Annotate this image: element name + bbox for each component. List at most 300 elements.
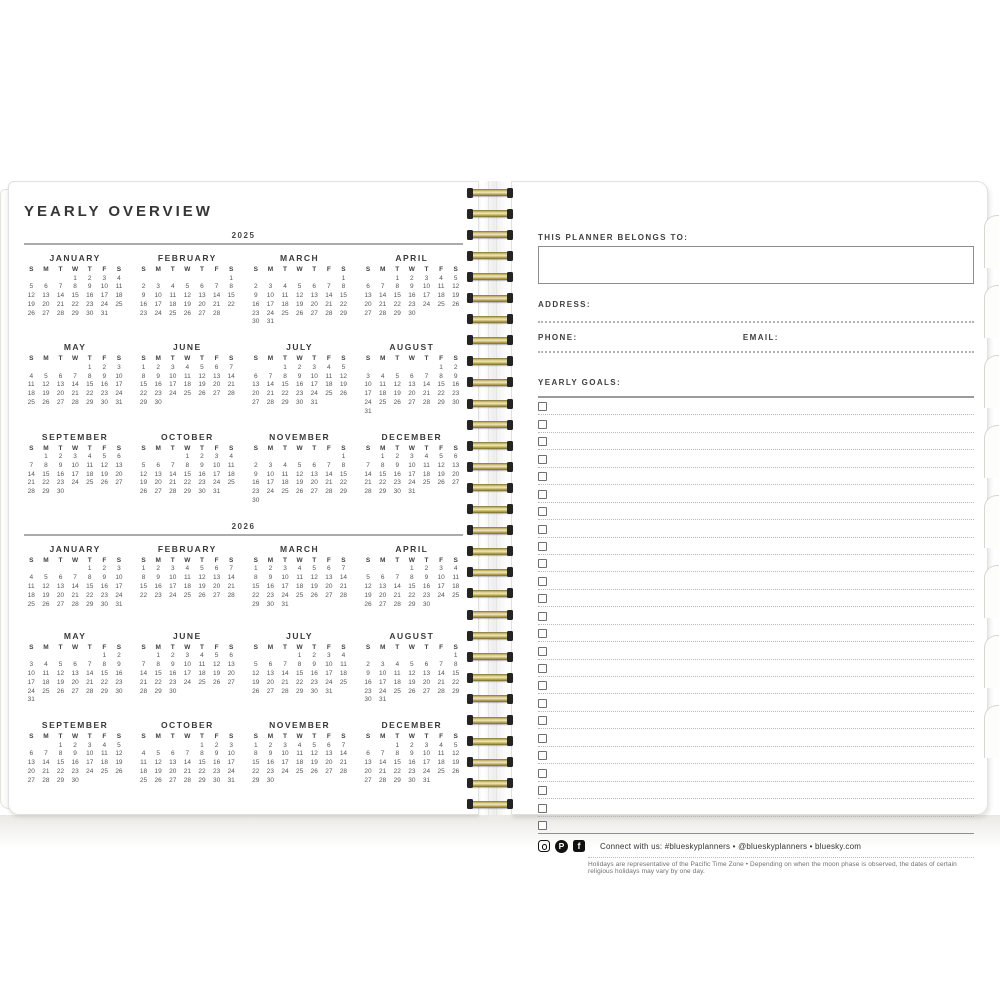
day-cell: 4 (185, 363, 190, 371)
day-cell: 1 (395, 741, 400, 749)
mini-month-2026-june (136, 631, 238, 705)
day-cell: 21 (364, 479, 372, 487)
spiral-coil (467, 231, 513, 238)
weekday-header: S (29, 355, 34, 363)
day-cell: 12 (183, 292, 191, 300)
empty-day-cell (361, 565, 376, 574)
day-cell: 17 (115, 381, 123, 389)
day-cell: 16 (56, 470, 65, 478)
day-cell: 27 (364, 309, 372, 317)
day-cell: 19 (452, 292, 460, 300)
weekday-header: M (379, 444, 386, 452)
day-cell: 30 (100, 398, 108, 406)
day-cell: 8 (341, 283, 346, 291)
day-cell: 25 (339, 678, 348, 686)
mini-month-2026-december (361, 720, 463, 792)
day-cell: 15 (339, 292, 348, 300)
weekday-header: S (116, 444, 122, 452)
day-cell: 9 (156, 372, 160, 380)
day-cell: 30 (115, 687, 123, 695)
day-cell: 21 (27, 479, 35, 487)
day-cell: 4 (29, 574, 34, 582)
weekday-header: T (58, 266, 63, 273)
spiral-coil (467, 569, 513, 576)
day-cell: 16 (115, 669, 123, 677)
day-cell: 30 (310, 687, 318, 695)
month-title: FEBRUARY (157, 543, 217, 554)
day-cell: 11 (183, 574, 191, 582)
day-cell: 25 (281, 488, 289, 496)
day-cell: 4 (297, 741, 302, 749)
day-cell: 2 (410, 741, 414, 749)
day-cell: 3 (366, 372, 370, 380)
spiral-coil (467, 632, 513, 639)
month-day-grid (136, 732, 238, 785)
weekday-header: T (395, 444, 400, 452)
day-cell: 29 (339, 488, 348, 496)
day-cell: 6 (156, 461, 160, 469)
day-cell: 19 (296, 479, 304, 487)
day-cell: 5 (341, 363, 346, 371)
day-cell: 13 (266, 669, 275, 677)
day-cell: 23 (252, 488, 260, 496)
day-cell: 22 (86, 390, 94, 398)
day-cell: 27 (198, 309, 206, 317)
day-cell: 24 (100, 300, 108, 308)
weekday-header: M (267, 444, 274, 452)
day-cell: 5 (297, 461, 302, 469)
goal-row (538, 799, 974, 816)
weekday-header: T (283, 733, 287, 741)
day-cell: 4 (200, 652, 204, 660)
weekday-header: S (253, 355, 258, 363)
day-cell: 26 (183, 309, 191, 317)
day-cell: 24 (422, 300, 431, 308)
empty-day-cell (375, 364, 390, 373)
weekday-header: F (214, 355, 219, 363)
day-cell: 9 (58, 461, 63, 469)
day-cell: 13 (71, 669, 79, 677)
day-cell: 24 (437, 591, 445, 599)
goal-checkbox (538, 525, 547, 534)
day-cell: 29 (393, 309, 401, 317)
weekday-header: S (341, 643, 346, 651)
day-cell: 14 (71, 381, 79, 389)
day-cell: 27 (266, 687, 275, 695)
day-cell: 16 (198, 470, 206, 478)
day-cell: 20 (115, 470, 123, 478)
day-cell: 15 (86, 381, 94, 389)
weekday-header: T (312, 733, 317, 741)
day-cell: 1 (58, 741, 63, 749)
day-cell: 24 (310, 390, 318, 398)
day-cell: 10 (281, 750, 289, 758)
day-cell: 4 (341, 652, 346, 660)
month-day-grid (249, 556, 351, 609)
month-title: JULY (286, 342, 314, 353)
day-cell: 5 (58, 661, 63, 669)
day-cell: 3 (73, 453, 77, 461)
day-cell: 7 (58, 283, 63, 291)
day-cell: 22 (379, 479, 387, 487)
month-title: NOVEMBER (269, 720, 331, 731)
day-cell: 6 (312, 283, 317, 291)
page-title: YEARLY OVERVIEW (24, 203, 213, 220)
day-cell: 18 (86, 470, 94, 478)
day-cell: 21 (71, 390, 79, 398)
day-cell: 28 (325, 488, 333, 496)
day-cell: 23 (393, 479, 401, 487)
day-cell: 17 (115, 582, 123, 590)
day-cell: 7 (283, 661, 287, 669)
weekday-header: F (102, 733, 107, 741)
weekday-header: T (58, 355, 63, 363)
weekday-header: M (43, 643, 49, 651)
day-cell: 12 (139, 470, 148, 478)
day-cell: 25 (437, 768, 445, 776)
weekday-header: S (365, 444, 371, 452)
day-cell: 6 (73, 661, 77, 669)
day-cell: 23 (115, 678, 123, 686)
weekday-header: T (170, 266, 175, 273)
day-cell: 10 (169, 574, 177, 582)
weekday-header: S (229, 266, 234, 273)
day-cell: 31 (115, 398, 123, 406)
day-cell: 27 (310, 309, 318, 317)
day-cell: 3 (410, 453, 414, 461)
page-edge-tab (984, 635, 999, 688)
weekday-header: S (341, 355, 346, 363)
weekday-header: W (296, 266, 303, 273)
day-cell: 17 (266, 479, 275, 487)
day-cell: 18 (183, 381, 191, 389)
day-cell: 24 (281, 591, 289, 599)
month-day-grid (361, 265, 463, 318)
day-cell: 2 (102, 363, 107, 371)
day-cell: 21 (42, 768, 50, 776)
mini-month-2025-november (249, 432, 351, 506)
day-cell: 31 (310, 398, 318, 406)
day-cell: 27 (227, 678, 235, 686)
yearly-goals-list (538, 398, 974, 834)
weekday-header: M (155, 355, 161, 363)
disclaimer-text: Holidays are representative of the Pacific Time Zone • Depending on when the moon phase is observed, the dates of certain religious holidays may vary by one day. (588, 860, 957, 875)
day-cell: 8 (58, 750, 63, 758)
weekday-header: F (102, 266, 107, 273)
day-cell: 4 (141, 750, 146, 758)
month-day-grid (24, 354, 126, 407)
day-cell: 5 (439, 453, 443, 461)
day-cell: 21 (183, 768, 191, 776)
weekday-header: W (408, 355, 415, 363)
day-cell: 8 (141, 574, 146, 582)
month-title: JANUARY (49, 253, 101, 263)
weekday-header: S (341, 733, 346, 741)
day-cell: 29 (252, 600, 260, 608)
day-cell: 13 (212, 372, 221, 380)
day-cell: 6 (327, 565, 331, 573)
day-cell: 4 (229, 453, 233, 461)
day-cell: 30 (169, 687, 177, 695)
weekday-header: W (408, 556, 415, 564)
goal-row (538, 468, 974, 485)
empty-day-cell (263, 453, 278, 462)
day-cell: 1 (87, 363, 92, 371)
day-cell: 14 (42, 759, 50, 767)
day-cell: 1 (141, 565, 146, 573)
page-edge-tab (984, 705, 999, 758)
day-cell: 20 (408, 390, 416, 398)
day-cell: 27 (154, 488, 162, 496)
day-cell: 15 (252, 759, 260, 767)
day-cell: 9 (102, 372, 107, 380)
day-cell: 23 (266, 768, 275, 776)
day-cell: 24 (422, 768, 431, 776)
day-cell: 4 (283, 461, 287, 469)
weekday-header: S (341, 266, 346, 273)
empty-day-cell (53, 565, 68, 574)
day-cell: 25 (139, 776, 148, 784)
day-cell: 13 (422, 669, 431, 677)
day-cell: 22 (100, 678, 108, 686)
day-cell: 31 (212, 488, 221, 496)
day-cell: 17 (183, 669, 191, 677)
weekday-header: S (453, 355, 458, 363)
day-cell: 18 (115, 292, 123, 300)
weekday-header: W (72, 733, 79, 741)
day-cell: 21 (422, 390, 431, 398)
day-cell: 27 (56, 600, 65, 608)
weekday-header: S (453, 733, 458, 741)
day-cell: 2 (253, 283, 258, 291)
weekday-header: S (341, 444, 346, 452)
day-cell: 18 (422, 470, 431, 478)
weekday-header: S (365, 556, 371, 564)
mini-month-2026-october (136, 720, 238, 792)
day-cell: 10 (115, 372, 123, 380)
day-cell: 20 (364, 300, 372, 308)
day-cell: 15 (393, 759, 401, 767)
day-cell: 4 (380, 372, 385, 380)
day-cell: 24 (183, 678, 191, 686)
day-cell: 4 (327, 363, 331, 371)
spiral-coil (467, 527, 513, 534)
month-day-grid (361, 643, 463, 705)
day-cell: 31 (100, 309, 108, 317)
day-cell: 17 (169, 381, 177, 389)
day-cell: 11 (296, 750, 303, 758)
day-cell: 18 (339, 669, 348, 677)
goal-row (538, 712, 974, 729)
day-cell: 3 (380, 661, 385, 669)
day-cell: 25 (325, 390, 333, 398)
day-cell: 29 (408, 600, 416, 608)
day-cell: 31 (408, 488, 416, 496)
day-cell: 5 (214, 652, 219, 660)
day-cell: 7 (87, 661, 92, 669)
day-cell: 8 (380, 461, 385, 469)
day-cell: 18 (139, 768, 148, 776)
goal-row (538, 625, 974, 642)
mini-month-2025-december (361, 432, 463, 506)
month-day-grid (136, 265, 238, 318)
day-cell: 8 (410, 574, 414, 582)
day-cell: 27 (422, 687, 431, 695)
day-cell: 6 (366, 283, 370, 291)
goal-row (538, 538, 974, 555)
weekday-header: T (312, 266, 317, 273)
day-cell: 25 (100, 768, 108, 776)
goal-checkbox (538, 507, 547, 516)
month-title: JANUARY (49, 543, 101, 554)
day-cell: 2 (424, 565, 429, 573)
day-cell: 15 (198, 759, 206, 767)
day-cell: 26 (296, 309, 304, 317)
empty-day-cell (419, 364, 434, 373)
facebook-icon: f (573, 840, 585, 852)
spiral-coil (467, 442, 513, 449)
weekday-header: M (267, 643, 274, 651)
day-cell: 1 (341, 274, 346, 282)
day-cell: 10 (437, 574, 445, 582)
day-cell: 24 (115, 591, 123, 599)
day-cell: 20 (422, 678, 431, 686)
day-cell: 18 (281, 479, 289, 487)
weekday-header: S (365, 266, 371, 273)
day-cell: 14 (364, 470, 372, 478)
weekday-header: W (72, 266, 79, 273)
day-cell: 13 (325, 574, 333, 582)
weekday-header: T (283, 643, 287, 651)
day-cell: 9 (268, 574, 273, 582)
goal-checkbox (538, 594, 547, 603)
day-cell: 26 (452, 300, 460, 308)
empty-day-cell (249, 275, 264, 284)
empty-day-cell (249, 364, 264, 373)
day-cell: 13 (42, 292, 50, 300)
day-cell: 25 (42, 687, 50, 695)
weekday-header: W (296, 556, 303, 564)
mini-month-2025-july (249, 342, 351, 416)
weekday-header: M (43, 444, 49, 452)
day-cell: 8 (395, 283, 400, 291)
day-cell: 3 (268, 283, 273, 291)
empty-day-cell (68, 364, 83, 373)
day-cell: 12 (296, 470, 304, 478)
day-cell: 30 (452, 398, 460, 406)
day-cell: 30 (364, 696, 372, 704)
day-cell: 12 (198, 574, 206, 582)
day-cell: 24 (379, 687, 387, 695)
empty-day-cell (136, 275, 151, 284)
right-page-content (512, 182, 987, 875)
day-cell: 10 (379, 669, 387, 677)
goal-checkbox (538, 734, 547, 743)
weekday-header: T (170, 355, 175, 363)
mini-month-2025-october (136, 432, 238, 506)
day-cell: 11 (115, 283, 123, 291)
day-cell: 6 (424, 661, 429, 669)
day-cell: 8 (229, 283, 233, 291)
empty-day-cell (165, 275, 180, 284)
day-cell: 7 (380, 750, 385, 758)
day-cell: 16 (452, 381, 460, 389)
weekday-header: W (408, 444, 415, 452)
day-cell: 3 (102, 274, 107, 282)
day-cell: 9 (410, 283, 414, 291)
day-cell: 10 (310, 372, 318, 380)
goal-checkbox (538, 821, 547, 830)
day-cell: 16 (100, 582, 108, 590)
day-cell: 14 (281, 669, 289, 677)
weekday-header: T (395, 266, 400, 273)
day-cell: 19 (139, 479, 148, 487)
weekday-header: S (29, 733, 34, 741)
day-cell: 23 (100, 591, 108, 599)
day-cell: 8 (185, 461, 190, 469)
empty-day-cell (307, 453, 322, 462)
day-cell: 13 (452, 461, 460, 469)
day-cell: 15 (379, 470, 387, 478)
day-cell: 19 (198, 381, 206, 389)
weekday-header: F (214, 444, 219, 452)
day-cell: 16 (252, 300, 260, 308)
day-cell: 15 (42, 470, 50, 478)
day-cell: 29 (281, 398, 289, 406)
day-cell: 29 (252, 776, 260, 784)
day-cell: 27 (364, 776, 372, 784)
day-cell: 20 (56, 591, 65, 599)
day-cell: 15 (393, 292, 401, 300)
day-cell: 22 (452, 678, 460, 686)
day-cell: 23 (86, 300, 94, 308)
empty-day-cell (361, 453, 376, 462)
spiral-coil (467, 738, 513, 745)
day-cell: 24 (71, 479, 79, 487)
day-cell: 7 (366, 461, 370, 469)
day-cell: 23 (169, 678, 177, 686)
weekday-header: S (453, 643, 458, 651)
day-cell: 11 (437, 750, 445, 758)
day-cell: 9 (268, 750, 273, 758)
month-day-grid (24, 643, 126, 705)
day-cell: 21 (71, 591, 79, 599)
day-cell: 23 (452, 390, 460, 398)
empty-day-cell (24, 364, 39, 373)
year-label-2026: 2026 (231, 521, 256, 531)
weekday-header: M (379, 733, 386, 741)
day-cell: 3 (170, 363, 175, 371)
day-cell: 6 (44, 283, 48, 291)
day-cell: 21 (139, 678, 148, 686)
weekday-header: S (365, 733, 371, 741)
month-day-grid (136, 556, 238, 601)
day-cell: 20 (325, 759, 333, 767)
day-cell: 15 (56, 759, 65, 767)
weekday-header: S (453, 266, 458, 273)
day-cell: 17 (71, 470, 79, 478)
day-cell: 20 (212, 381, 221, 389)
weekday-header: T (424, 355, 429, 363)
day-cell: 26 (198, 591, 206, 599)
day-cell: 9 (366, 669, 370, 677)
day-cell: 4 (44, 661, 48, 669)
weekday-header: T (395, 643, 400, 651)
goal-checkbox (538, 769, 547, 778)
month-day-grid (24, 444, 126, 497)
day-cell: 6 (58, 372, 63, 380)
day-cell: 29 (393, 776, 401, 784)
